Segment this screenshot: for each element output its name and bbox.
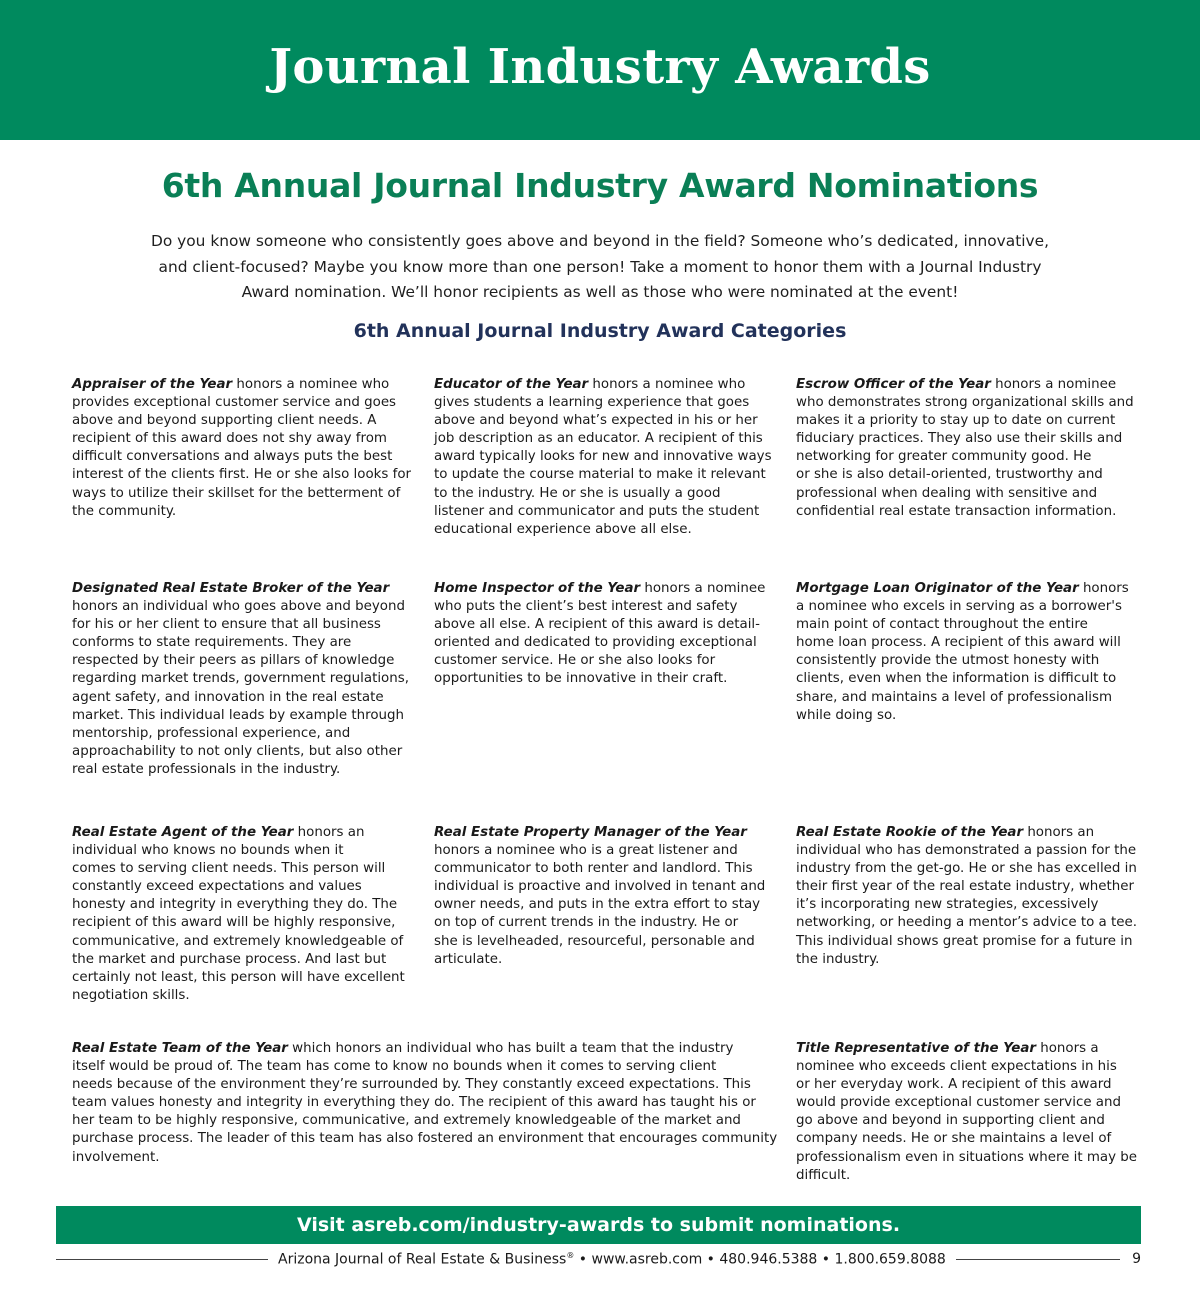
award-name: Real Estate Rookie of the Year (796, 825, 1024, 840)
award-text: individual who has demonstrated a passion for the (796, 843, 1137, 859)
award-text: difficult. (796, 1167, 851, 1183)
award-name: Real Estate Agent of the Year (72, 825, 294, 840)
award-name: Home Inspector of the Year (434, 581, 641, 596)
award-name: Escrow Officer of the Year (796, 377, 991, 392)
award-text: communicative, and extremely knowledgeable of (72, 933, 404, 949)
award-name: Title Representative of the Year (796, 1041, 1036, 1056)
award-text: home loan process. A recipient of this award will (796, 635, 1121, 651)
award-educator (434, 376, 774, 539)
award-text: recipient of this award does not shy away from (72, 431, 387, 447)
award-name: Educator of the Year (434, 377, 589, 392)
award-text: share, and maintains a level of professionalism (796, 689, 1113, 705)
award-real-estate-team (72, 1040, 778, 1167)
award-text: negotiation skills. (72, 987, 190, 1003)
award-text: clients, even when the information is difficult to (796, 671, 1117, 687)
award-title-representative (796, 1040, 1141, 1185)
award-text: approachability to not only clients, but also other (72, 743, 403, 759)
award-text: fiduciary practices. They also use their skills and (796, 431, 1123, 447)
award-text: which honors an individual who has built a team that the industry (287, 1041, 734, 1056)
award-appraiser (72, 376, 412, 521)
award-text: award typically looks for new and innovative ways (434, 449, 772, 465)
award-text: for his or her client to ensure that all business (72, 617, 381, 633)
publication-name: Arizona Journal of Real Estate & Business (278, 1251, 567, 1268)
award-text: to the industry. He or she is usually a good (434, 485, 721, 501)
award-text: honors a nominee (640, 581, 766, 596)
footer-divider (56, 1259, 268, 1260)
award-text: honors an (1023, 825, 1095, 840)
award-text: honors a (1036, 1041, 1099, 1056)
award-text: makes it a priority to stay up to date on current (796, 413, 1116, 429)
award-text: communicator to both renter and landlord. This (434, 861, 753, 877)
award-text: honors a nominee (990, 377, 1117, 392)
award-text: to update the course material to make it relevant (434, 467, 766, 483)
award-text: itself would be proud of. The team has come to know no bounds when it comes to serving client (72, 1059, 717, 1075)
award-real-estate-agent (72, 824, 412, 1005)
award-text: This individual shows great promise for a future in (796, 933, 1133, 949)
footer-contact: • www.asreb.com • 480.946.5388 • 1.800.659.8088 (574, 1251, 946, 1268)
intro-paragraph (150, 229, 1050, 306)
award-text: opportunities to be innovative in their craft. (434, 671, 728, 687)
award-home-inspector (434, 580, 774, 689)
award-text: it’s incorporating new strategies, excessively (796, 897, 1099, 913)
award-text: honors a nominee who (588, 377, 746, 392)
award-text: market. This individual leads by example through (72, 707, 404, 723)
award-text: above and beyond what’s expected in his or her (434, 413, 758, 429)
footer-text (268, 1251, 956, 1268)
award-text: or she is also detail-oriented, trustworthy and (796, 467, 1103, 483)
award-text: above and beyond supporting client needs. A (72, 413, 377, 429)
award-text: would provide exceptional customer service and (796, 1095, 1122, 1111)
award-text: the industry. (796, 951, 880, 967)
header-banner (0, 0, 1200, 140)
award-name: Real Estate Team of the Year (72, 1041, 288, 1056)
award-text: honesty and integrity in everything they do. The (72, 897, 398, 913)
award-text: honors an (293, 825, 365, 840)
award-text: honors a nominee who is a great listener and (434, 843, 738, 859)
award-text: difficult conversations and always puts the best (72, 449, 393, 465)
page-headline: 6th Annual Journal Industry Award Nominations (161, 166, 1039, 205)
award-text: articulate. (434, 951, 503, 967)
award-text: team values honesty and integrity in everything they do. The recipient of this award has taught his or (72, 1095, 756, 1111)
award-text: who demonstrates strong organizational skills and (796, 395, 1134, 411)
award-text: regarding market trends, government regulations, (72, 671, 409, 687)
categories-heading: 6th Annual Journal Industry Award Categories (353, 320, 847, 342)
award-text: purchase process. The leader of this team has also fostered an environment that encourages community (72, 1131, 778, 1147)
award-name: Designated Real Estate Broker of the Year (72, 581, 390, 596)
award-text: or her everyday work. A recipient of this award (796, 1077, 1112, 1093)
award-text: gives students a learning experience that goes (434, 395, 750, 411)
award-text: a nominee who excels in serving as a borrower's (796, 599, 1122, 615)
award-text: go above and beyond in supporting client and (796, 1113, 1105, 1129)
award-text: company needs. He or she maintains a level of (796, 1131, 1112, 1147)
award-property-manager (434, 824, 774, 969)
page-footer (56, 1248, 1141, 1270)
award-text: recipient of this award will be highly responsive, (72, 915, 396, 931)
intro-line: and client-focused? Maybe you know more than one person! Take a moment to honor them with a Journal Industry (158, 257, 1042, 276)
award-text: ways to utilize their skillset for the betterment of (72, 485, 401, 501)
award-text: honors (1078, 581, 1129, 596)
award-text: conforms to state requirements. They are (72, 635, 352, 651)
award-text: the community. (72, 503, 177, 519)
award-text: comes to serving client needs. This person will (72, 861, 386, 877)
award-text: educational experience above all else. (434, 521, 692, 537)
award-name: Real Estate Property Manager of the Year (434, 825, 747, 840)
award-name: Appraiser of the Year (72, 377, 233, 392)
award-text: honors an individual who goes above and beyond (72, 599, 405, 615)
award-text: constantly exceed expectations and values (72, 879, 362, 895)
page-number: 9 (1132, 1251, 1141, 1267)
award-text: owner needs, and puts in the extra effort to stay (434, 897, 761, 913)
award-text: professional when dealing with sensitive and (796, 485, 1098, 501)
award-text: professionalism even in situations where it may be (796, 1149, 1138, 1165)
award-mortgage-loan-originator (796, 580, 1141, 725)
award-text: she is levelheaded, resourceful, personable and (434, 933, 755, 949)
award-text: nominee who exceeds client expectations in his (796, 1059, 1117, 1075)
award-text: real estate professionals in the industry. (72, 761, 341, 777)
banner-title: Journal Industry Awards (269, 39, 931, 95)
award-text: mentorship, professional experience, and (72, 725, 351, 741)
award-text: customer service. He or she also looks for (434, 653, 716, 669)
award-text: the market and purchase process. And last but (72, 951, 387, 967)
intro-line: Do you know someone who consistently goes above and beyond in the field? Someone who’s dedicated, innovative, (151, 232, 1049, 250)
award-text: confidential real estate transaction information. (796, 503, 1117, 519)
award-text: who puts the client’s best interest and safety (434, 599, 738, 615)
award-name: Mortgage Loan Originator of the Year (796, 581, 1079, 596)
footer-divider (956, 1259, 1120, 1260)
award-text: needs because of the environment they’re surrounded by. They constantly exceed expectations. This (72, 1077, 751, 1093)
award-text: interest of the clients first. He or she also looks for (72, 467, 412, 483)
award-real-estate-rookie (796, 824, 1141, 969)
award-text: listener and communicator and puts the student (434, 503, 760, 519)
award-text: job description as an educator. A recipient of this (434, 431, 763, 447)
intro-line: Award nomination. We’ll honor recipients as well as those who were nominated at the event! (241, 283, 959, 302)
award-designated-broker (72, 580, 412, 779)
award-text: her team to be highly responsive, communicative, and extremely knowledgeable of the market and (72, 1113, 741, 1129)
award-text: provides exceptional customer service and goes (72, 395, 397, 411)
award-text: oriented and dedicated to providing exceptional (434, 635, 757, 651)
award-text: above all else. A recipient of this award is detail- (434, 617, 760, 633)
award-text: involvement. (72, 1149, 160, 1165)
award-text: networking for greater community good. He (796, 449, 1092, 465)
award-text: on top of current trends in the industry. He or (434, 915, 739, 931)
award-text: while doing so. (796, 707, 897, 723)
award-escrow-officer (796, 376, 1141, 521)
award-text: certainly not least, this person will have excellent (72, 969, 405, 985)
registered-mark: ® (566, 1250, 575, 1260)
award-text: consistently provide the utmost honesty with (796, 653, 1100, 669)
award-text: networking, or heeding a mentor’s advice to a tee. (796, 915, 1138, 931)
award-text: agent safety, and innovation in the real estate (72, 689, 384, 705)
submit-nominations-banner[interactable] (56, 1206, 1141, 1244)
award-text: industry from the get-go. He or she has excelled in (796, 861, 1137, 877)
award-text: individual is proactive and involved in tenant and (434, 879, 766, 895)
award-text: main point of contact throughout the entire (796, 617, 1088, 633)
award-text: their first year of the real estate industry, whether (796, 879, 1134, 895)
submit-nominations-link[interactable]: Visit asreb.com/industry-awards to submit nominations. (296, 1214, 901, 1236)
award-text: respected by their peers as pillars of knowledge (72, 653, 395, 669)
award-text: honors a nominee who (232, 377, 390, 392)
award-text: individual who knows no bounds when it (72, 843, 344, 859)
